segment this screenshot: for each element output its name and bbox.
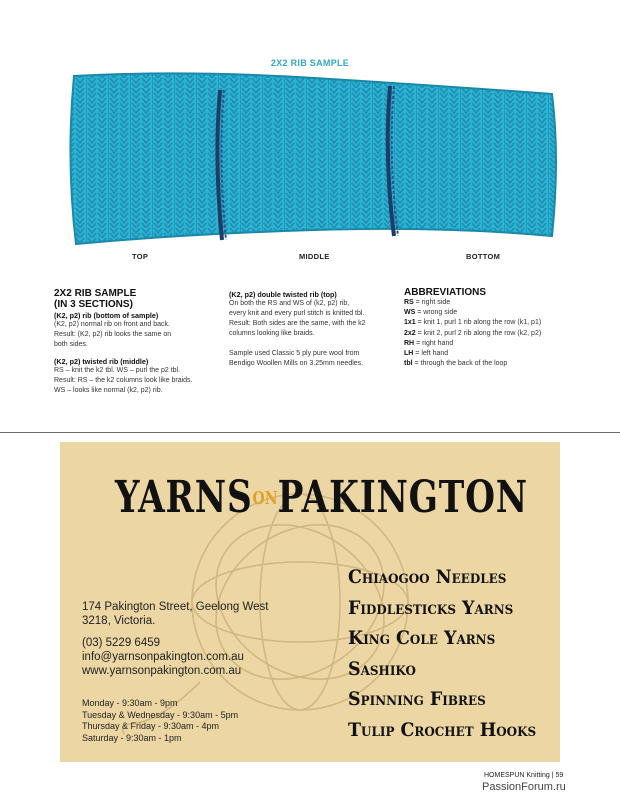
abbr-row: WS = wrong side (404, 309, 458, 317)
abbreviations-column (404, 287, 574, 369)
spacer (82, 628, 268, 636)
sample-yarn-note: Sample used Classic 5 ply pure wool from Bendigo Woollen Mills on 3.25mm needles. (229, 350, 364, 367)
abbr-row: LH = left hand (404, 350, 449, 358)
abbreviations-heading: ABBREVIATIONS (404, 287, 487, 298)
label-middle: MIDDLE (299, 252, 330, 261)
knitted-swatch-image (64, 68, 564, 248)
address-line: 3218, Victoria. (82, 615, 156, 627)
bottom-rib-subheading: (K2, p2) rib (bottom of sample) (54, 311, 159, 320)
hours-line: Saturday - 9:30am - 1pm (82, 732, 182, 743)
email-address[interactable]: info@yarnsonpakington.com.au (82, 651, 244, 663)
hours-line: Monday - 9:30am - 9pm (82, 698, 178, 708)
product-item: Spinning Fibres (348, 688, 486, 710)
watermark: PassionForum.ru (482, 781, 566, 793)
hours-line: Tuesday & Wednesday - 9:30am - 5pm (82, 709, 239, 720)
brand-logo: YARNSONPAKINGTON (115, 472, 528, 523)
yarns-on-pakington-ad (60, 442, 560, 762)
section-divider (0, 432, 620, 433)
rib-sample-heading-1: 2X2 RIB SAMPLE (54, 288, 137, 299)
top-rib-subheading: (K2, p2) double twisted rib (top) (229, 290, 337, 299)
product-item: Fiddlesticks Yarns (348, 596, 514, 619)
abbr-row: 1x1 = knit 1, purl 1 rib along the row (k1, p1) (404, 319, 542, 327)
product-item: King Cole Yarns (348, 627, 496, 649)
top-rib-text: On both the RS and WS of (k2, p2) rib, every knit and every purl stitch is knitted tbl. Result: Both sides are the same, with the k2 columns looking like braids. (229, 300, 366, 337)
sample-title: 2X2 RIB SAMPLE (270, 58, 350, 68)
product-item: Sashiko (348, 657, 416, 680)
abbr-row: RS = right side (404, 299, 451, 306)
middle-rib-subheading: (K2, p2) twisted rib (middle) (54, 357, 149, 366)
rib-sample-column (54, 288, 224, 396)
page-folio: HOMESPUN Knitting | 59 (484, 772, 564, 779)
double-twisted-column (229, 290, 399, 369)
website-link[interactable]: www.yarnsonpakington.com.au (82, 665, 242, 677)
middle-rib-text: RS – knit the k2 tbl. WS – purl the p2 tbl. Result: RS – the k2 columns look like braids. WS – looks like normal (k2, p2) rib. (54, 367, 193, 394)
rib-sample-heading-2: (IN 3 SECTIONS) (54, 299, 133, 310)
product-item: Tulip Crochet Hooks (348, 718, 537, 741)
label-bottom: BOTTOM (466, 252, 501, 261)
store-contact (82, 600, 268, 678)
address-line: 174 Pakington Street, Geelong West (82, 601, 269, 613)
bottom-rib-text: (K2, p2) normal rib on front and back. Result: (K2, p2) rib looks the same on both sides. (54, 321, 172, 348)
product-list (348, 562, 552, 745)
hours-line: Thursday & Friday - 9:30am - 4pm (82, 721, 220, 731)
label-top: TOP (132, 252, 149, 261)
abbr-row: 2x2 = knit 2, purl 2 rib along the row (k2, p2) (404, 329, 542, 337)
opening-hours (82, 698, 238, 744)
abbr-row: RH = right hand (404, 339, 454, 347)
product-item: Chiaogoo Needles (348, 566, 507, 588)
phone-number: (03) 5229 6459 (82, 637, 161, 649)
abbr-row: tbl = through the back of the loop (404, 360, 508, 368)
